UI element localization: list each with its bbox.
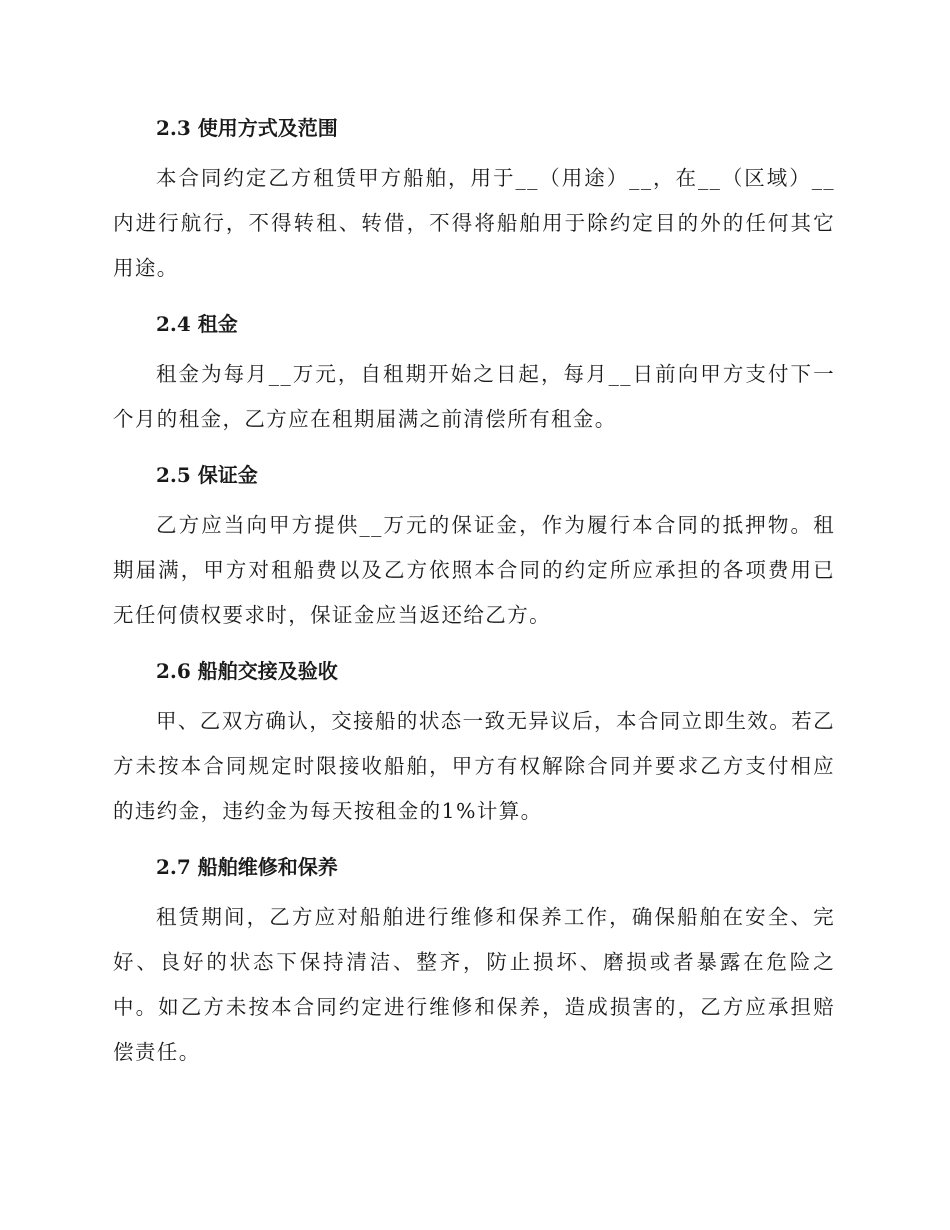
document-page xyxy=(113,108,835,1088)
section-body: 租赁期间，乙方应对船舶进行维修和保养工作，确保船舶在安全、完好、良好的状态下保持清洁、整齐，防止损坏、磨损或者暴露在危险之中。如乙方未按本合同约定进行维修和保养，造成损害的，乙方应承担赔偿责任。 xyxy=(113,905,835,1064)
section-heading: 2.6 船舶交接及验收 xyxy=(156,659,338,683)
section-body: 租金为每月__万元，自租期开始之日起，每月__日前向甲方支付下一个月的租金，乙方应在租期届满之前清偿所有租金。 xyxy=(113,362,835,431)
section-body: 甲、乙双方确认，交接船的状态一致无异议后，本合同立即生效。若乙方未按本合同规定时限接收船舶，甲方有权解除合同并要求乙方支付相应的违约金，违约金为每天按租金的1%计算。 xyxy=(113,709,835,823)
section-heading: 2.3 使用方式及范围 xyxy=(156,116,338,140)
section-deposit xyxy=(113,455,835,638)
section-body: 乙方应当向甲方提供__万元的保证金，作为履行本合同的抵押物。租期届满，甲方对租船费以及乙方依照本合同的约定所应承担的各项费用已无任何债权要求时，保证金应当返还给乙方。 xyxy=(113,513,835,627)
section-heading: 2.7 船舶维修和保养 xyxy=(156,855,338,879)
section-rent xyxy=(113,304,835,442)
section-handover-acceptance xyxy=(113,651,835,834)
section-maintenance xyxy=(113,847,835,1075)
section-usage-scope xyxy=(113,108,835,291)
section-heading: 2.4 租金 xyxy=(156,312,238,336)
section-heading: 2.5 保证金 xyxy=(156,463,258,487)
section-body: 本合同约定乙方租赁甲方船舶，用于__（用途）__，在__（区域）__内进行航行，不得转租、转借，不得将船舶用于除约定目的外的任何其它用途。 xyxy=(113,166,835,280)
